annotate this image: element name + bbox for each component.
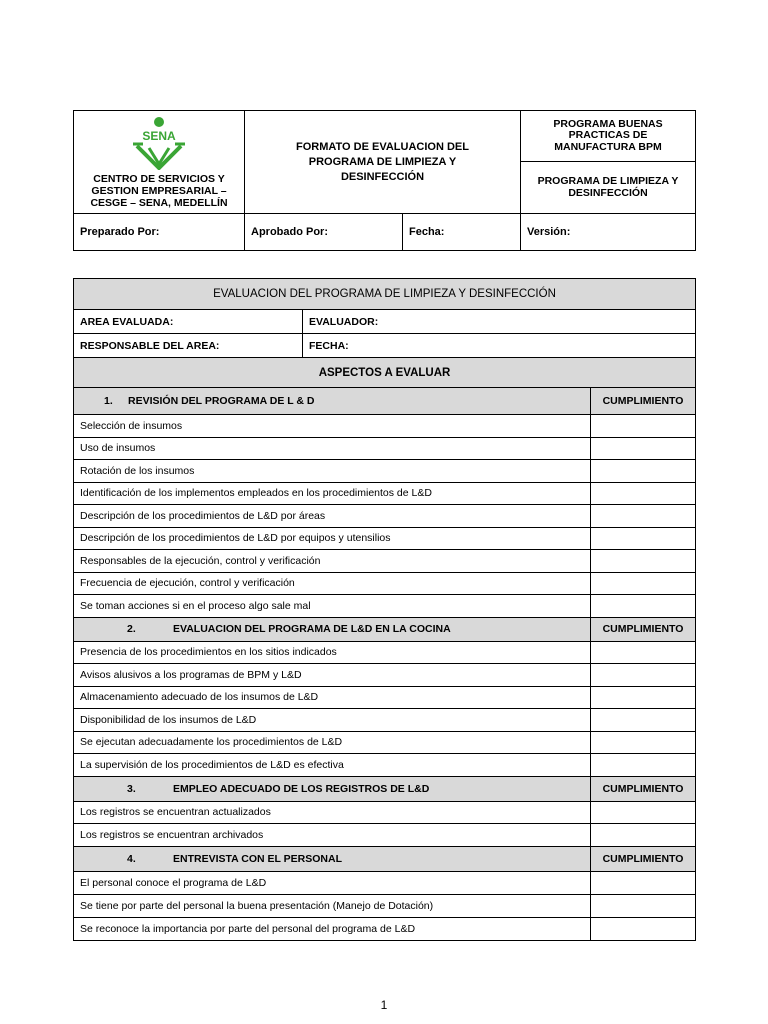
criterion: La supervisión de los procedimientos de L&D es efectiva <box>74 754 591 777</box>
table-row <box>74 871 696 894</box>
table-row <box>74 505 696 528</box>
section-header <box>74 617 696 641</box>
compliance-cell[interactable] <box>591 664 696 687</box>
criterion: Avisos alusivos a los programas de BPM y L&D <box>74 664 591 687</box>
criterion: Descripción de los procedimientos de L&D por equipos y utensilios <box>74 527 591 550</box>
doc-title: FORMATO DE EVALUACION DEL PROGRAMA DE LIMPIEZA Y DESINFECCIÓN <box>245 111 521 214</box>
criterion: Los registros se encuentran actualizados <box>74 801 591 824</box>
section-number: 1. <box>104 395 113 407</box>
compliance-cell[interactable] <box>591 505 696 528</box>
logo-cell <box>74 111 245 214</box>
compliance-cell[interactable] <box>591 641 696 664</box>
table-row <box>74 550 696 573</box>
criterion: Uso de insumos <box>74 437 591 460</box>
table-row <box>74 686 696 709</box>
table-row <box>74 801 696 824</box>
compliance-cell[interactable] <box>591 686 696 709</box>
section-number: 2. <box>127 623 136 635</box>
criterion: Selección de insumos <box>74 415 591 438</box>
criterion: Frecuencia de ejecución, control y verificación <box>74 572 591 595</box>
compliance-cell[interactable] <box>591 731 696 754</box>
area-field[interactable]: AREA EVALUADA: <box>74 310 303 334</box>
section-title: REVISIÓN DEL PROGRAMA DE L & D <box>128 395 315 407</box>
compliance-cell[interactable] <box>591 917 696 940</box>
table-row <box>74 709 696 732</box>
compliance-cell[interactable] <box>591 894 696 917</box>
criterion: Presencia de los procedimientos en los sitios indicados <box>74 641 591 664</box>
logo-text: SENA <box>142 128 176 143</box>
criterion: Responsables de la ejecución, control y verificación <box>74 550 591 573</box>
criterion: Rotación de los insumos <box>74 460 591 483</box>
table-row <box>74 917 696 940</box>
eval-date-field[interactable]: FECHA: <box>303 334 696 358</box>
page-number: 1 <box>380 998 388 1012</box>
compliance-cell[interactable] <box>591 527 696 550</box>
compliance-cell[interactable] <box>591 595 696 618</box>
header-table <box>73 110 696 251</box>
criterion: Almacenamiento adecuado de los insumos de L&D <box>74 686 591 709</box>
criterion: El personal conoce el programa de L&D <box>74 871 591 894</box>
compliance-cell[interactable] <box>591 824 696 847</box>
section-number: 3. <box>127 782 136 795</box>
responsible-field[interactable]: RESPONSABLE DEL AREA: <box>74 334 303 358</box>
criterion: Se tiene por parte del personal la buena presentación (Manejo de Dotación) <box>74 894 591 917</box>
prepared-by-field[interactable]: Preparado Por: <box>74 214 245 251</box>
table-row <box>74 437 696 460</box>
compliance-cell[interactable] <box>591 415 696 438</box>
compliance-cell[interactable] <box>591 482 696 505</box>
evaluation-table <box>73 278 696 941</box>
sena-logo-icon <box>129 116 189 170</box>
table-row <box>74 460 696 483</box>
table-row <box>74 664 696 687</box>
table-row <box>74 641 696 664</box>
section-header <box>74 776 696 801</box>
section-title: ENTREVISTA CON EL PERSONAL <box>173 852 342 865</box>
criterion: Disponibilidad de los insumos de L&D <box>74 709 591 732</box>
program-bottom: PROGRAMA DE LIMPIEZA Y DESINFECCIÓN <box>537 175 679 199</box>
compliance-cell[interactable] <box>591 801 696 824</box>
criterion: Se reconoce la importancia por parte del personal del programa de L&D <box>74 917 591 940</box>
table-row <box>74 595 696 618</box>
section-number: 4. <box>127 852 136 865</box>
center-name: CENTRO DE SERVICIOS Y GESTION EMPRESARIAL – CESGE – SENA, MEDELLÍN <box>90 172 228 209</box>
date-field[interactable]: Fecha: <box>403 214 521 251</box>
table-row <box>74 482 696 505</box>
compliance-cell[interactable] <box>591 437 696 460</box>
table-row <box>74 572 696 595</box>
compliance-cell[interactable] <box>591 871 696 894</box>
criterion: Se toman acciones si en el proceso algo sale mal <box>74 595 591 618</box>
section-title: EMPLEO ADECUADO DE LOS REGISTROS DE L&D <box>173 782 430 795</box>
approved-by-field[interactable]: Aprobado Por: <box>245 214 403 251</box>
section-header <box>74 846 696 871</box>
evaluation-title: EVALUACION DEL PROGRAMA DE LIMPIEZA Y DESINFECCIÓN <box>74 279 696 310</box>
aspects-title: ASPECTOS A EVALUAR <box>74 358 696 388</box>
compliance-cell[interactable] <box>591 572 696 595</box>
program-cell <box>521 111 696 214</box>
criterion: Identificación de los implementos empleados en los procedimientos de L&D <box>74 482 591 505</box>
compliance-header: CUMPLIMIENTO <box>591 846 696 871</box>
compliance-cell[interactable] <box>591 460 696 483</box>
table-row <box>74 824 696 847</box>
criterion: Los registros se encuentran archivados <box>74 824 591 847</box>
compliance-cell[interactable] <box>591 550 696 573</box>
table-row <box>74 415 696 438</box>
version-field[interactable]: Versión: <box>521 214 696 251</box>
compliance-header: CUMPLIMIENTO <box>591 388 696 415</box>
table-row <box>74 754 696 777</box>
compliance-header: CUMPLIMIENTO <box>591 617 696 641</box>
criterion: Se ejecutan adecuadamente los procedimientos de L&D <box>74 731 591 754</box>
compliance-header: CUMPLIMIENTO <box>591 776 696 801</box>
section-title: EVALUACION DEL PROGRAMA DE L&D EN LA COCINA <box>173 623 451 635</box>
section-header <box>74 388 696 415</box>
criterion: Descripción de los procedimientos de L&D por áreas <box>74 505 591 528</box>
table-row <box>74 731 696 754</box>
program-top: PROGRAMA BUENAS PRACTICAS DE MANUFACTURA BPM <box>521 111 695 162</box>
compliance-cell[interactable] <box>591 754 696 777</box>
table-row <box>74 894 696 917</box>
compliance-cell[interactable] <box>591 709 696 732</box>
table-row <box>74 527 696 550</box>
evaluator-field[interactable]: EVALUADOR: <box>303 310 696 334</box>
